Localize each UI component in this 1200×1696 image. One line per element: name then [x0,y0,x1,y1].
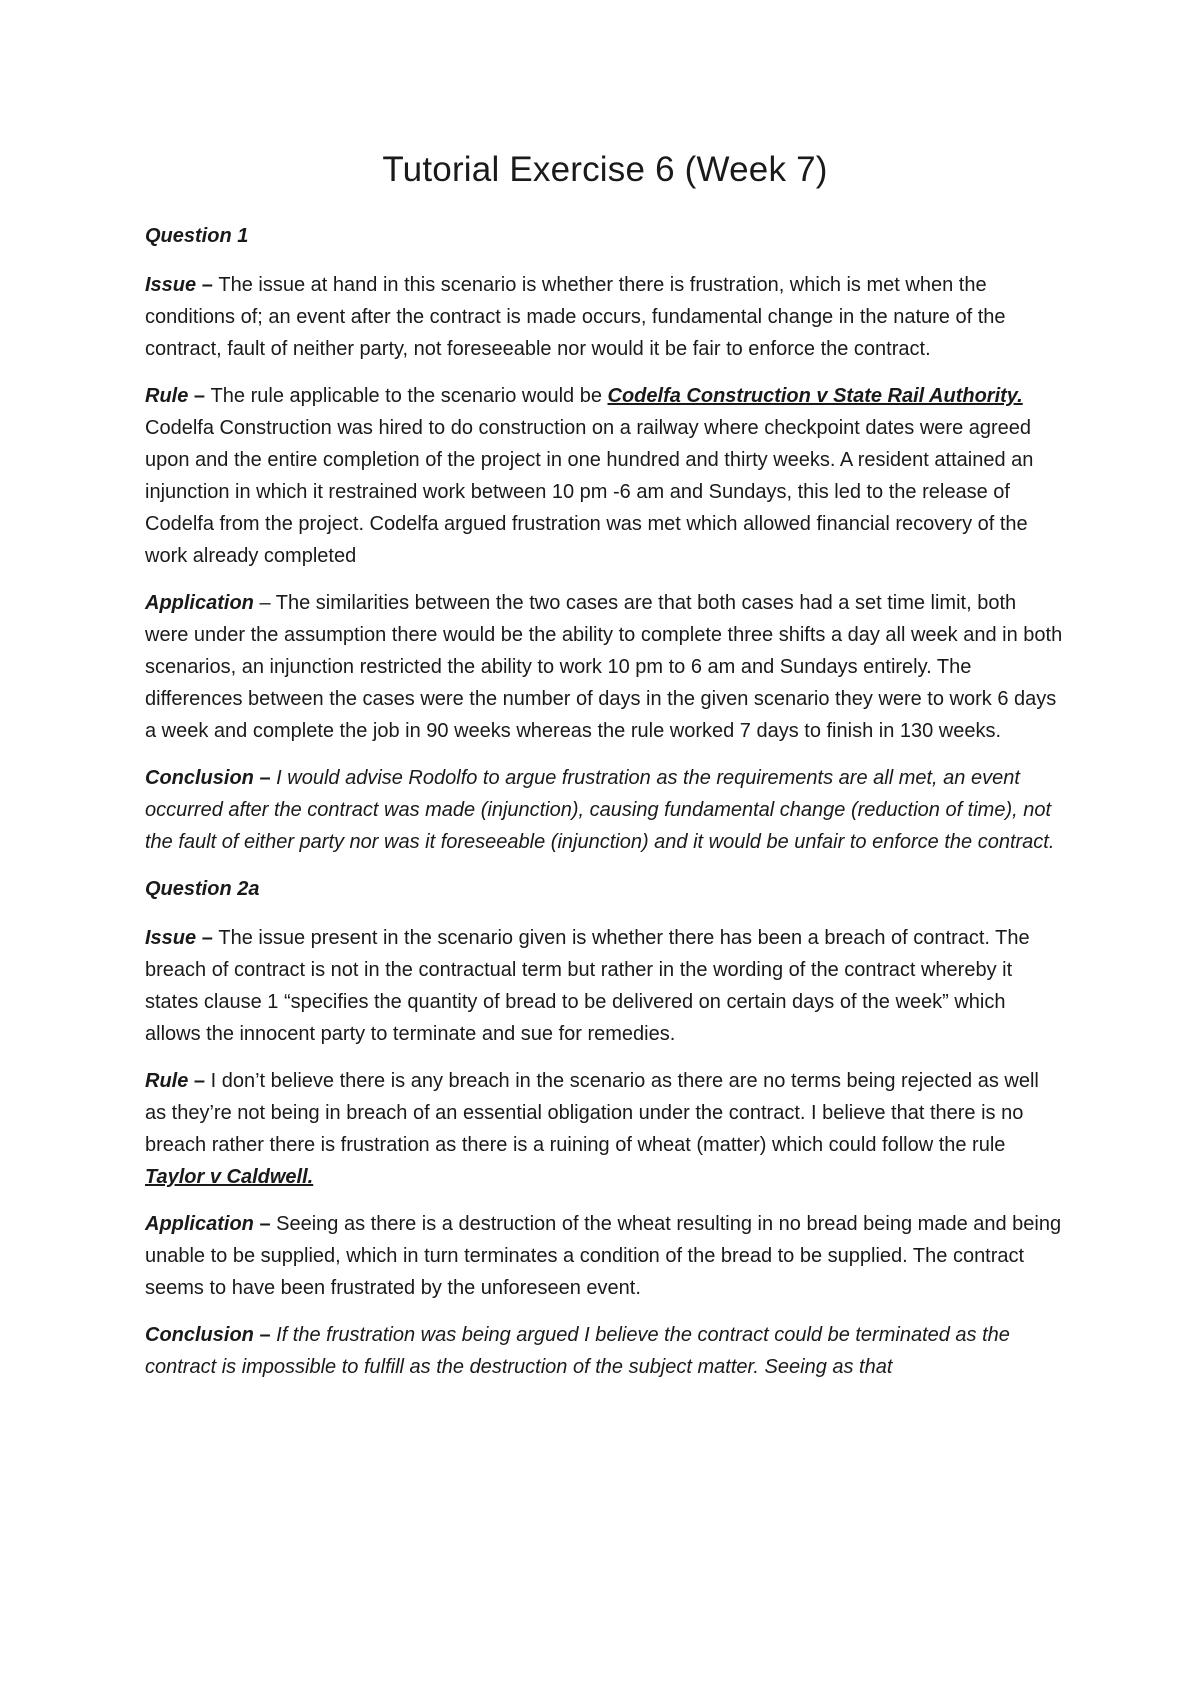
q2a-issue-text: The issue present in the scenario given is whether there has been a breach of contract. The breach of contract is not in the contractual term but rather in the wording of the contract whereby it states clause 1 “specifies the quantity of bread to be delivered on certain days of the week” which allows the innocent party to terminate and sue for remedies. [145,927,1030,1045]
q1-rule-case-name: Codelfa Construction v State Rail Authority. [607,385,1023,407]
q2a-rule-text-before: I don’t believe there is any breach in the scenario as there are no terms being rejected as well as they’re not being in breach of an essential obligation under the contract. I believe that there is no breach rather there is frustration as there is a ruining of wheat (matter) which could follow the rule [145,1070,1039,1156]
q1-application-label: Application [145,592,254,614]
q2a-application-text: Seeing as there is a destruction of the wheat resulting in no bread being made and being unable to be supplied, which in turn terminates a condition of the bread to be supplied. The contract seems to have been frustrated by the unforeseen event. [145,1213,1062,1299]
q2a-issue-dash: – [196,927,219,949]
q2a-conclusion-text: If the frustration was being argued I believe the contract could be terminated as the contract is impossible to fulfill as the destruction of the subject matter. Seeing as that [145,1324,1010,1378]
q1-conclusion-dash: – [253,767,277,789]
q1-issue-paragraph [145,269,1065,365]
question-1-heading: Question 1 [145,225,249,247]
q1-rule-paragraph [145,380,1065,572]
q2a-conclusion-dash: – [253,1324,277,1346]
document-page [145,150,1065,1398]
q1-conclusion-paragraph [145,762,1065,858]
q2a-application-dash: – [253,1213,277,1235]
document-title: Tutorial Exercise 6 (Week 7) [382,150,828,189]
q1-rule-label: Rule [145,385,189,407]
q1-rule-text-before: The rule applicable to the scenario would be [210,385,608,407]
q1-rule-dash: – [188,385,211,407]
question-2a-heading: Question 2a [145,878,260,900]
q2a-issue-paragraph [145,922,1065,1050]
q2a-application-label: Application [145,1213,254,1235]
q2a-conclusion-paragraph [145,1319,1065,1383]
q1-application-paragraph [145,587,1065,747]
q1-rule-text-after: Codelfa Construction was hired to do construction on a railway where checkpoint dates were agreed upon and the entire completion of the project in one hundred and thirty weeks. A resident attained an injunction in which it restrained work between 10 pm -6 am and Sundays, this led to the release of Codelfa from the project. Codelfa argued frustration was met which allowed financial recovery of the work already completed [145,417,1034,567]
q1-application-dash: – [253,592,276,614]
q1-issue-dash: – [196,274,219,296]
q1-issue-label: Issue [145,274,197,296]
q1-application-text: The similarities between the two cases are that both cases had a set time limit, both were under the assumption there would be the ability to complete three shifts a day all week and in both scenarios, an injunction restricted the ability to work 10 pm to 6 am and Sundays entirely. The differences between the cases were the number of days in the given scenario they were to work 6 days a week and complete the job in 90 weeks whereas the rule worked 7 days to finish in 130 weeks. [145,592,1063,742]
q2a-conclusion-label: Conclusion [145,1324,254,1346]
q2a-rule-paragraph [145,1065,1065,1193]
q2a-issue-label: Issue [145,927,197,949]
q2a-application-paragraph [145,1208,1065,1304]
q1-conclusion-text: I would advise Rodolfo to argue frustration as the requirements are all met, an event occurred after the contract was made (injunction), causing fundamental change (reduction of time), not the fault of either party nor was it foreseeable (injunction) and it would be unfair to enforce the contract. [145,767,1055,853]
q2a-rule-case-name: Taylor v Caldwell. [145,1166,314,1188]
q1-issue-text: The issue at hand in this scenario is whether there is frustration, which is met when the conditions of; an event after the contract is made occurs, fundamental change in the nature of the contract, fault of neither party, not foreseeable nor would it be fair to enforce the contract. [145,274,1006,360]
q1-conclusion-label: Conclusion [145,767,254,789]
q2a-rule-label: Rule [145,1070,189,1092]
q2a-rule-dash: – [188,1070,211,1092]
